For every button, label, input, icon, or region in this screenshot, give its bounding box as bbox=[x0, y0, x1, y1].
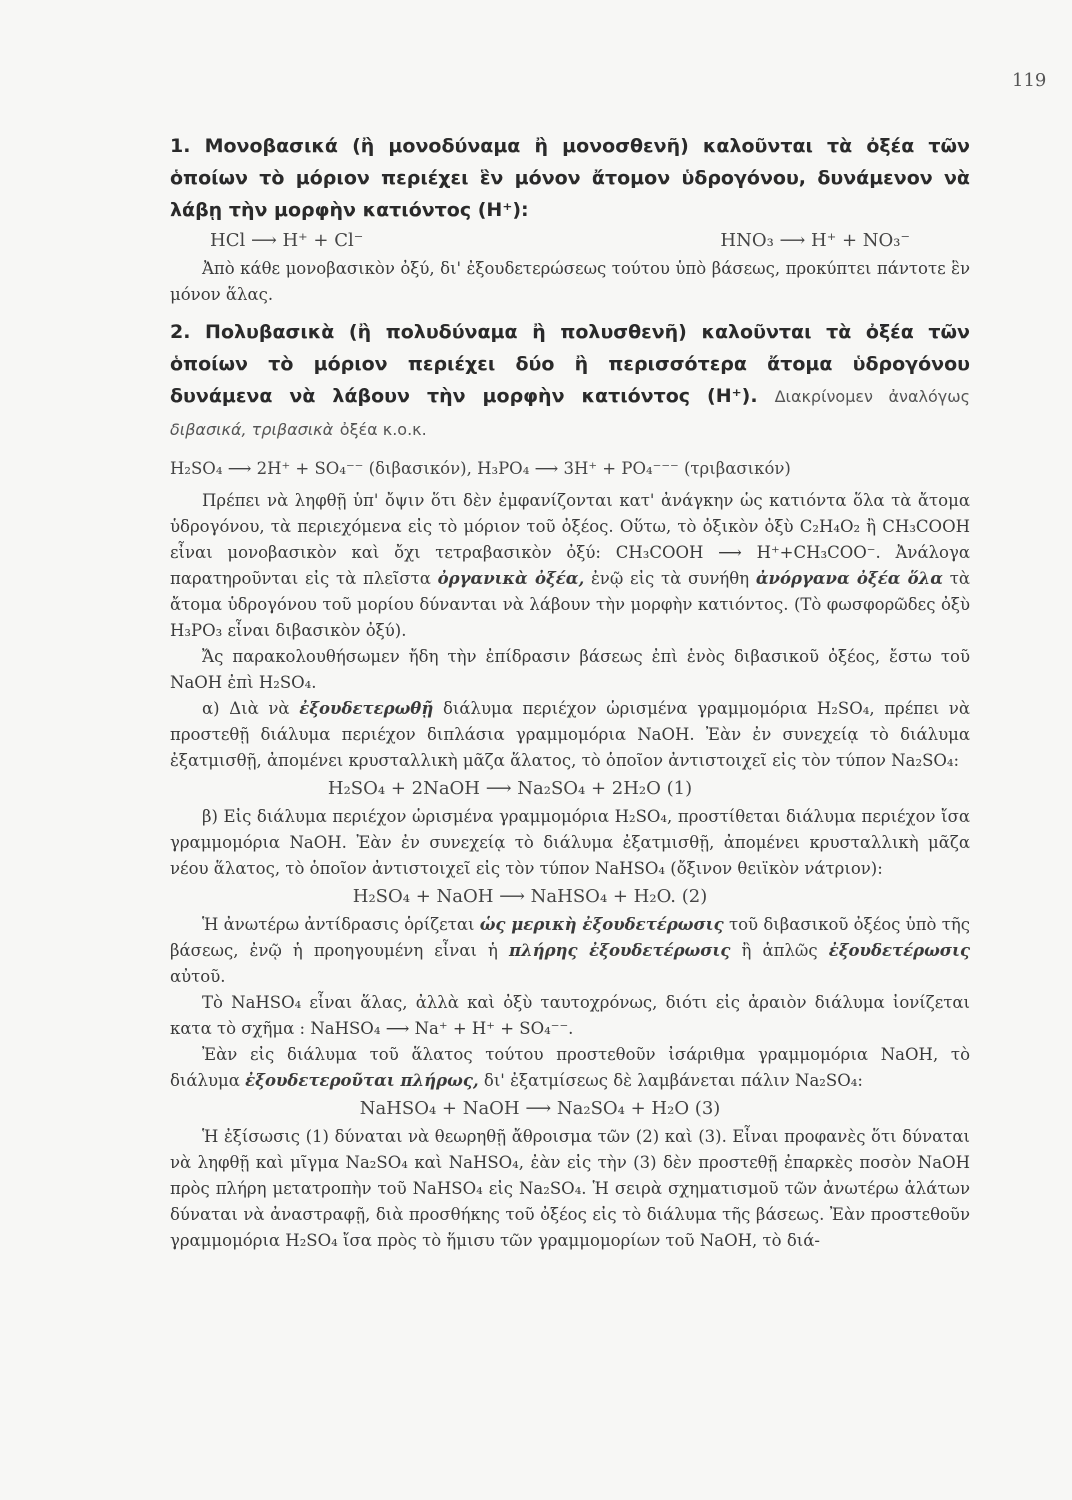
paragraph-nahso4: Τὸ NaHSO₄ εἶναι ἅλας, ἀλλὰ καὶ ὀξὺ ταυτοχρόνως, διότι εἰς ἀραιὸν διάλυμα ἰονίζεται κατα τὸ σχῆμα : NaHSO₄ ⟶ Na⁺ + H⁺ + SO₄⁻⁻. bbox=[170, 993, 970, 1038]
section-2-tail-end: ὀξέα κ.ο.κ. bbox=[339, 420, 427, 439]
equation-1: H₂SO₄ + 2NaOH ⟶ Na₂SO₄ + 2H₂O (1) bbox=[327, 778, 693, 799]
paragraph-alpha-start: α) Διὰ νὰ bbox=[202, 699, 290, 718]
section-2-text: καλοῦνται τὰ ὀξέα τῶν ὁποίων τὸ μόριον περιέχει δύο ἢ περισσότερα ἄτομα ὑδρογόνου δυνάμενα νὰ λάβουν τὴν μορφὴν κατιόντος (H⁺). bbox=[170, 321, 970, 407]
neutralization-term: ἐξουδετέρωσις bbox=[828, 941, 970, 960]
paragraph-beta: β) Εἰς διάλυμα περιέχον ὡρισμένα γραμμομόρια H₂SO₄, προστίθεται διάλυμα περιέχον ἴσα γραμμομόρια NaOH. Ἐὰν ἐν συνεχείᾳ τὸ διάλυμα ἐξατμισθῇ, ἀπομένει κρυσταλλικὴ μᾶζα νέου ἅλατος, τὸ ὁποῖον ἀντιστοιχεῖ εἰς τὸν τύπον NaHSO₄ (ὄξινον θειϊκὸν νάτριον): bbox=[170, 807, 970, 878]
section-2-heading: 2. Πολυβασικὰ (ἢ πολυδύναμα ἢ πολυσθενῆ) bbox=[170, 321, 687, 343]
p5-end: αὐτοῦ. bbox=[170, 967, 226, 986]
paragraph-partial-neutralization bbox=[170, 912, 970, 990]
section-1-note: Ἀπὸ κάθε μονοβασικὸν ὀξύ, δι' ἐξουδετερώσεως τούτου ὑπὸ βάσεως, προκύπτει πάντοτε ἓν μόνον ἅλας. bbox=[170, 259, 970, 304]
page-number: 119 bbox=[1012, 70, 1047, 91]
section-1-equations bbox=[170, 226, 970, 256]
section-1-text: καλοῦνται τὰ ὀξέα τῶν ὁποίων τὸ μόριον περιέχει ἓν μόνον ἄτομον ὑδρογόνου, δυνάμενον νὰ λάβῃ τὴν μορφὴν κατιόντος (H⁺): bbox=[170, 135, 970, 221]
p7-end: δι' ἐξατμίσεως δὲ λαμβάνεται πάλιν Na₂SO₄: bbox=[483, 1071, 863, 1090]
equation-2: H₂SO₄ + NaOH ⟶ NaHSO₄ + H₂O. (2) bbox=[352, 886, 708, 907]
paragraph-acetic-text: Πρέπει νὰ ληφθῇ ὑπ' ὄψιν ὅτι δὲν ἐμφανίζονται κατ' ἀνάγκην ὡς κατιόντα ὅλα τὰ ἄτομα ὑδρογόνου, τὰ περιεχόμενα εἰς τὸ μόριον τοῦ ὀξέος. Οὕτω, τὸ ὀξικὸν ὀξὺ C₂H₄O₂ ἢ CH₃COOH εἶναι μονοβασικὸν καὶ ὄχι τετραβασικὸν ὀξύ: CH₃COOH ⟶ H⁺+CH₃COO⁻. Ἀνάλογα παρατηροῦνται εἰς τὰ πλεῖστα bbox=[170, 491, 970, 588]
neutralized-term: ἐξουδετερωθῇ bbox=[299, 699, 434, 718]
paragraph-base-effect: Ἄς παρακολουθήσωμεν ἤδη τὴν ἐπίδρασιν βάσεως ἐπὶ ἑνὸς διβασικοῦ ὀξέος, ἔστω τοῦ NaOH ἐπὶ H₂SO₄. bbox=[170, 647, 970, 692]
paragraph-acetic-mid: ἐνῷ εἰς τὰ συνήθη bbox=[590, 569, 750, 588]
organic-acids-term: ὀργανικὰ ὀξέα, bbox=[437, 569, 585, 588]
section-1-heading: 1. Μονοβασικά (ἢ μονοδύναμα ἢ μονοσθενῆ) bbox=[170, 135, 689, 157]
section-2-tail-italic: διβασικά, τριβασικὰ bbox=[170, 420, 334, 439]
p5-mid: τοῦ διβασικοῦ ὀξέος ὑπὸ τῆς βάσεως, ἐνῷ ἡ προηγουμένη εἶναι ἡ bbox=[170, 915, 970, 960]
inorganic-acids-term: ἀνόργανα ὀξέα ὅλα bbox=[755, 569, 943, 588]
equation-3: NaHSO₄ + NaOH ⟶ Na₂SO₄ + H₂O (3) bbox=[359, 1098, 721, 1119]
fully-neutralized-term: ἐξουδετεροῦται πλήρως, bbox=[245, 1071, 479, 1090]
equation-hcl: HCl ⟶ H⁺ + Cl⁻ bbox=[210, 230, 364, 251]
section-1-definition bbox=[170, 130, 970, 226]
page-body bbox=[170, 130, 970, 1254]
partial-neutralization-term: ὡς μερικὴ ἐξουδετέρωσις bbox=[479, 915, 724, 934]
paragraph-acetic-acid bbox=[170, 488, 970, 644]
paragraph-acetic-end: τὰ ἄτομα ὑδρογόνου τοῦ μορίου δύνανται νὰ λάβουν τὴν μορφὴν κατιόντος. (Τὸ φωσφορῶδες ὀξὺ H₃PO₃ εἶναι διβασικὸν ὀξύ). bbox=[170, 569, 970, 640]
equation-hno3: HNO₃ ⟶ H⁺ + NO₃⁻ bbox=[720, 230, 910, 251]
paragraph-full-neutralization bbox=[170, 1042, 970, 1094]
p7-start: Ἐὰν εἰς διάλυμα τοῦ ἅλατος τούτου προστεθοῦν ἰσάριθμα γραμμομόρια NaOH, τὸ διάλυμα bbox=[170, 1045, 970, 1090]
paragraph-alpha-end: διάλυμα περιέχον ὡρισμένα γραμμομόρια H₂SO₄, πρέπει νὰ προστεθῇ διάλυμα περιέχον διπλάσια γραμμομόρια NaOH. Ἐὰν ἐν συνεχείᾳ τὸ διάλυμα ἐξατμισθῇ, ἀπομένει κρυσταλλικὴ μᾶζα ἅλατος, τὸ ὁποῖον ἀντιστοιχεῖ εἰς τὸν τύπον Na₂SO₄: bbox=[170, 699, 970, 770]
full-neutralization-term: πλήρης ἐξουδετέρωσις bbox=[508, 941, 731, 960]
p5-start: Ἡ ἀνωτέρω ἀντίδρασις ὁρίζεται bbox=[202, 915, 475, 934]
section-2-equation: H₂SO₄ ⟶ 2H⁺ + SO₄⁻⁻ (διβασικόν), H₃PO₄ ⟶ 3H⁺ + PO₄⁻⁻⁻ (τριβασικόν) bbox=[170, 459, 791, 478]
paragraph-alpha bbox=[170, 696, 970, 774]
paragraph-summary: Ἡ ἐξίσωσις (1) δύναται νὰ θεωρηθῇ ἄθροισμα τῶν (2) καὶ (3). Εἶναι προφανὲς ὅτι δύναται νὰ ληφθῇ καὶ μῖγμα Na₂SO₄ καὶ NaHSO₄, ἐὰν εἰς τὴν (3) δὲν προστεθῇ ἐπαρκὲς ποσὸν NaOH πρὸς πλήρη μετατροπὴν τοῦ NaHSO₄ εἰς Na₂SO₄. Ἡ σειρὰ σχηματισμοῦ τῶν ἀνωτέρω ἁλάτων δύναται νὰ ἀναστραφῇ, διὰ προσθήκης τοῦ ὀξέος εἰς τὸ διάλυμα τῆς βάσεως. Ἐὰν προστεθοῦν γραμμομόρια H₂SO₄ ἴσα πρὸς τὸ ἥμισυ τῶν γραμμομορίων τοῦ NaOH, τὸ διά- bbox=[170, 1127, 970, 1250]
section-2-tail: Διακρίνομεν ἀναλόγως bbox=[774, 387, 970, 406]
section-2-definition bbox=[170, 316, 970, 446]
p5-mid2: ἢ ἁπλῶς bbox=[741, 941, 818, 960]
